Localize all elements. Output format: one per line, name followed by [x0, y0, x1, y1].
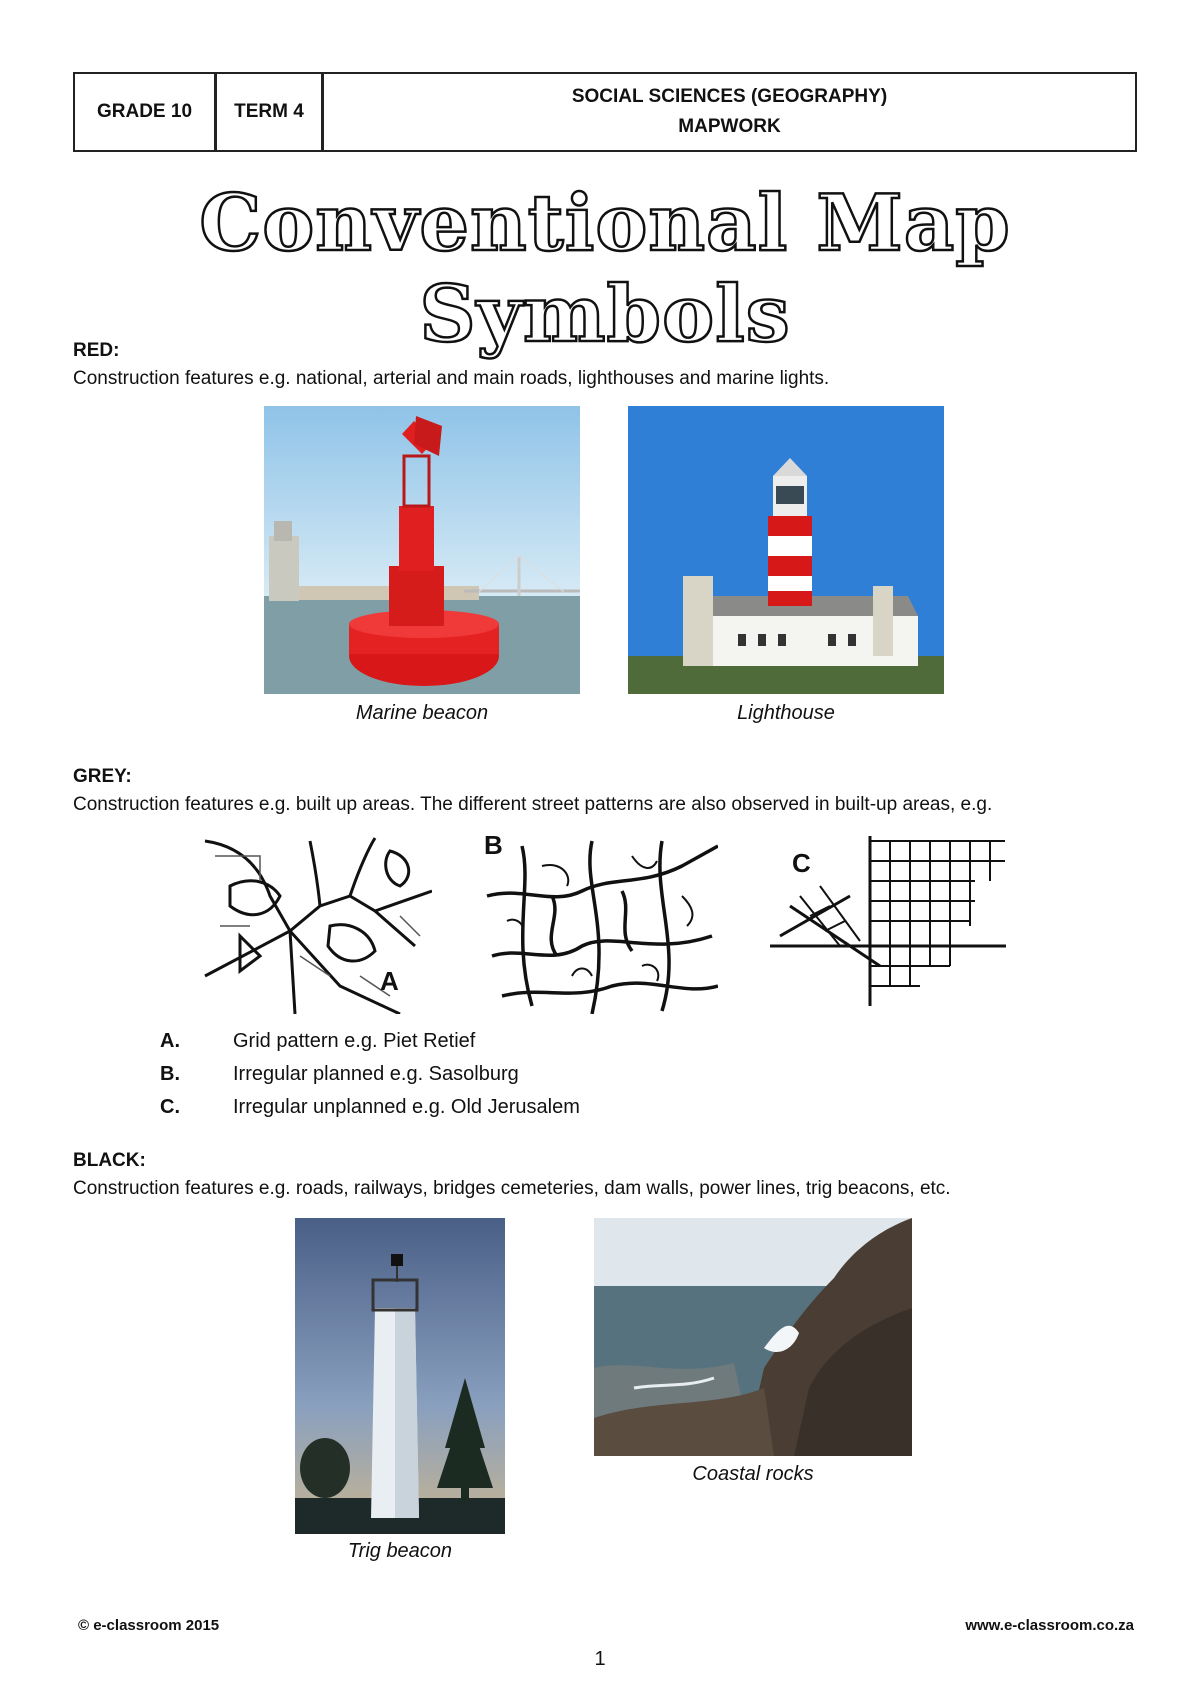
- coastal-rocks-caption: Coastal rocks: [692, 1463, 814, 1485]
- grey-heading: GREY:: [73, 766, 132, 787]
- red-heading: RED:: [73, 340, 120, 361]
- list-item-text: Irregular planned e.g. Sasolburg: [233, 1063, 519, 1085]
- header-table: [73, 72, 1137, 152]
- list-item: [160, 1030, 475, 1053]
- topic-label: MAPWORK: [678, 116, 781, 137]
- grade-cell: GRADE 10: [75, 74, 217, 150]
- marine-beacon-caption: Marine beacon: [355, 702, 489, 724]
- marine-beacon-illustration: [264, 406, 580, 694]
- footer-copyright: © e-classroom 2015: [78, 1617, 220, 1634]
- lighthouse-caption: Lighthouse: [737, 702, 835, 724]
- street-pattern-b-illustration: [482, 836, 718, 1014]
- coastal-rocks-illustration: [594, 1218, 912, 1456]
- list-item-text: Irregular unplanned e.g. Old Jerusalem: [233, 1096, 580, 1118]
- page-title: Conventional Map Symbols: [199, 178, 1011, 360]
- lighthouse-photo: [628, 406, 944, 694]
- list-item: [160, 1096, 580, 1119]
- list-item-text: Grid pattern e.g. Piet Retief: [233, 1030, 476, 1052]
- map-label-b: B: [484, 830, 503, 860]
- grey-description: Construction features e.g. built up areas. The different street patterns are also observed in built-up areas, e.g.: [73, 794, 993, 815]
- subject-label: SOCIAL SCIENCES (GEOGRAPHY): [571, 86, 888, 107]
- black-description: Construction features e.g. roads, railways, bridges cemeteries, dam walls, power lines, trig beacons, etc.: [73, 1178, 951, 1199]
- coastal-rocks-photo: [594, 1218, 912, 1456]
- trig-beacon-caption: Trig beacon: [347, 1540, 453, 1562]
- marine-beacon-photo: [264, 406, 580, 694]
- page-number: 1: [594, 1648, 606, 1670]
- map-label-a: A: [380, 966, 399, 996]
- footer-website[interactable]: www.e-classroom.co.za: [965, 1617, 1134, 1634]
- list-item-label: B.: [160, 1063, 180, 1085]
- black-heading: BLACK:: [73, 1150, 146, 1171]
- list-item-label: C.: [160, 1096, 180, 1118]
- subject-cell: [324, 74, 1135, 150]
- trig-beacon-illustration: [295, 1218, 505, 1534]
- term-cell: TERM 4: [217, 74, 324, 150]
- trig-beacon-photo: [295, 1218, 505, 1534]
- map-label-c: C: [792, 848, 811, 878]
- list-item-label: A.: [160, 1030, 180, 1052]
- red-description: Construction features e.g. national, arterial and main roads, lighthouses and marine lights.: [73, 368, 830, 389]
- list-item: [160, 1063, 519, 1086]
- lighthouse-illustration: [628, 406, 944, 694]
- street-map-b: [482, 836, 718, 1014]
